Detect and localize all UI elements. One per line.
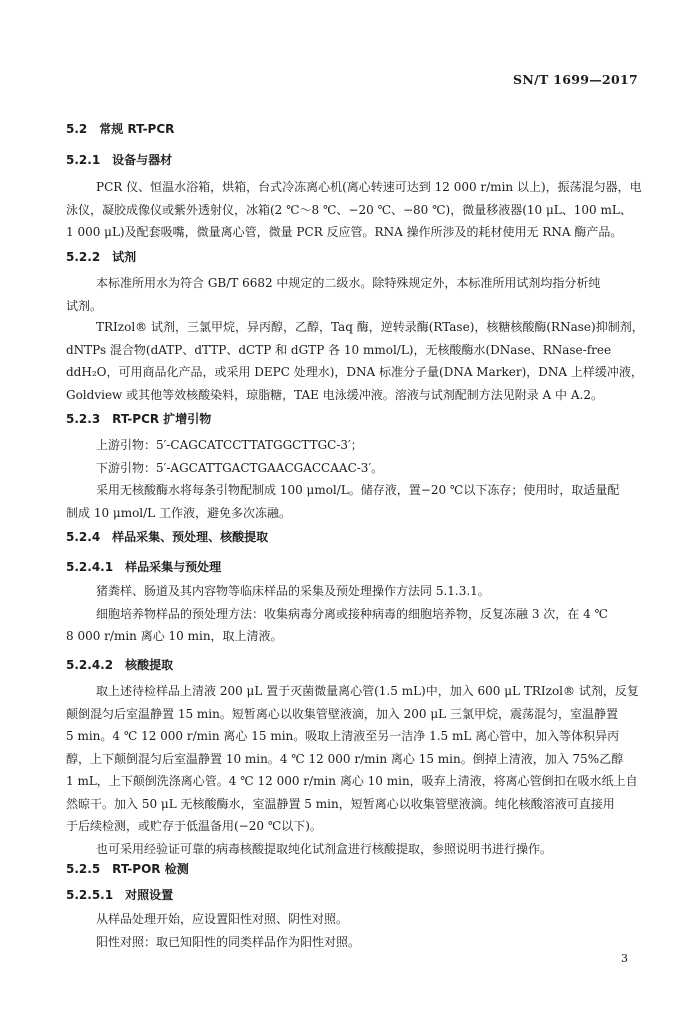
heading-5-2-1 [66,151,172,168]
heading-title: 试剂 [112,250,137,264]
text-line: 泳仪，凝胶成像仪或紫外透射仪，冰箱(2 ℃～8 ℃、−20 ℃、−80 ℃)，微量移液器(10 μL、100 mL、 [66,202,632,217]
text-line: 阳性对照：取已知阳性的同类样品作为阳性对照。 [96,934,361,949]
paragraph-water [66,272,646,317]
upstream-primer: 上游引物：5′-CAGCATCCTTATGGCTTGC-3′； [96,438,363,452]
text-line: 细胞培养物样品的预处理方法：收集病毒分离或接种病毒的细胞培养物，反复冻融 3 次，在 4 ℃ [96,606,608,621]
text-line: 采用无核酸酶水将每条引物配制成 100 μmol/L。储存液，置−20 ℃以下冻存；使用时，取适量配 [96,483,620,497]
heading-5-2-5-1 [66,886,173,903]
heading-5-2-3 [66,410,211,427]
heading-title: 常规 RT-PCR [99,122,175,136]
text-line: 猪粪样、肠道及其内容物等临床样品的采集及预处理操作方法同 5.1.3.1。 [96,584,490,598]
heading-number: 5.2 [66,122,88,136]
heading-number: 5.2.2 [66,250,101,264]
page-number: 3 [621,952,628,965]
paragraph-nucleic-acid-extraction [66,680,646,860]
text-line: 从样品处理开始，应设置阳性对照、阴性对照。 [96,912,349,926]
paragraph-equipment [66,176,646,244]
text-line: 取上述待检样品上清液 200 μL 置于灭菌微量离心管(1.5 mL)中，加入 600 μL TRIzol® 试剂，反复 [96,684,639,698]
heading-5-2-2 [66,248,136,265]
downstream-primer: 下游引物：5′-AGCATTGACTGAACGACCAAC-3′。 [96,460,384,475]
heading-number: 5.2.4.1 [66,560,114,574]
heading-number: 5.2.5.1 [66,888,114,902]
text-line: ddH₂O，可用商品化产品，或采用 DEPC 处理水)，DNA 标准分子量(DNA Marker)，DNA 上样缓冲液， [66,365,643,379]
text-line: 1 000 μL)及配套吸嘴，微量离心管，微量 PCR 反应管。RNA 操作所涉及的耗材使用无 RNA 酶产品。 [66,225,623,239]
heading-title: 设备与器材 [112,153,173,167]
text-line: 8 000 r/min 离心 10 min，取上清液。 [66,629,283,643]
text-line: 醇，上下颠倒混匀后室温静置 10 min。4 ℃ 12 000 r/min 离心 15 min。倒掉上清液，加入 75%乙醇 [66,751,624,766]
text-line: 然晾干。加入 50 μL 无核酸酶水，室温静置 5 min，短暂离心以收集管壁液滴。纯化核酸溶液可直接用 [66,796,615,811]
heading-5-2-5 [66,860,189,877]
text-line: 本标准所用水为符合 GB/T 6682 中规定的二级水。除特殊规定外，本标准所用试剂均指分析纯 [96,276,601,290]
heading-5-2-4-1 [66,558,221,575]
paragraph-controls [66,908,646,953]
text-line: PCR 仪、恒温水浴箱，烘箱，台式冷冻离心机(离心转速可达到 12 000 r/min 以上)，振荡混匀器，电 [96,180,642,194]
text-line: 制成 10 μmol/L 工作液，避免多次冻融。 [66,505,291,520]
heading-title: 对照设置 [125,888,174,902]
heading-number: 5.2.1 [66,153,101,167]
heading-5-2-4-2 [66,656,173,673]
heading-5-2-4 [66,528,268,545]
standard-code: SN/T 1699—2017 [513,72,638,87]
text-line: 于后续检测，或贮存于低温备用(−20 ℃以下)。 [66,819,322,833]
heading-5-2 [66,120,174,137]
heading-title: 核酸提取 [125,658,174,672]
text-line: 试剂。 [66,298,103,313]
text-line: Goldview 或其他等效核酸染料，琼脂糖，TAE 电泳缓冲液。溶液与试剂配制方法见附录 A 中 A.2。 [66,387,603,402]
paragraph-sample-collection [66,580,646,648]
text-line: 颠倒混匀后室温静置 15 min。短暂离心以收集管壁液滴，加入 200 μL 三氯甲烷，震荡混匀，室温静置 [66,706,618,721]
text-line: dNTPs 混合物(dATP、dTTP、dCTP 和 dGTP 各 10 mmol/L)，无核酸酶水(DNase、RNase-free [66,342,612,357]
text-line: 也可采用经验证可靠的病毒核酸提取纯化试剂盒进行核酸提取，参照说明书进行操作。 [96,841,553,856]
heading-number: 5.2.3 [66,412,101,426]
heading-number: 5.2.4 [66,530,101,544]
heading-title: 样品采集与预处理 [125,560,222,574]
text-line: 5 min。4 ℃ 12 000 r/min 离心 15 min。吸取上清液至另一洁净 1.5 mL 离心管中，加入等体积异丙 [66,729,620,743]
paragraph-reagents [66,316,646,406]
text-line: TRIzol® 试剂，三氯甲烷，异丙醇，乙醇，Taq 酶，逆转录酶(RTase)，核糖核酸酶(RNase)抑制剂， [96,320,644,334]
heading-title: RT-POR 检测 [112,862,189,876]
heading-number: 5.2.5 [66,862,101,876]
heading-title: RT-PCR 扩增引物 [112,412,212,426]
paragraph-primers [66,434,646,524]
text-line: 1 mL，上下颠倒洗涤离心管。4 ℃ 12 000 r/min 离心 10 min，吸弃上清液，将离心管倒扣在吸水纸上自 [66,774,638,788]
heading-title: 样品采集、预处理、核酸提取 [112,530,269,544]
heading-number: 5.2.4.2 [66,658,114,672]
